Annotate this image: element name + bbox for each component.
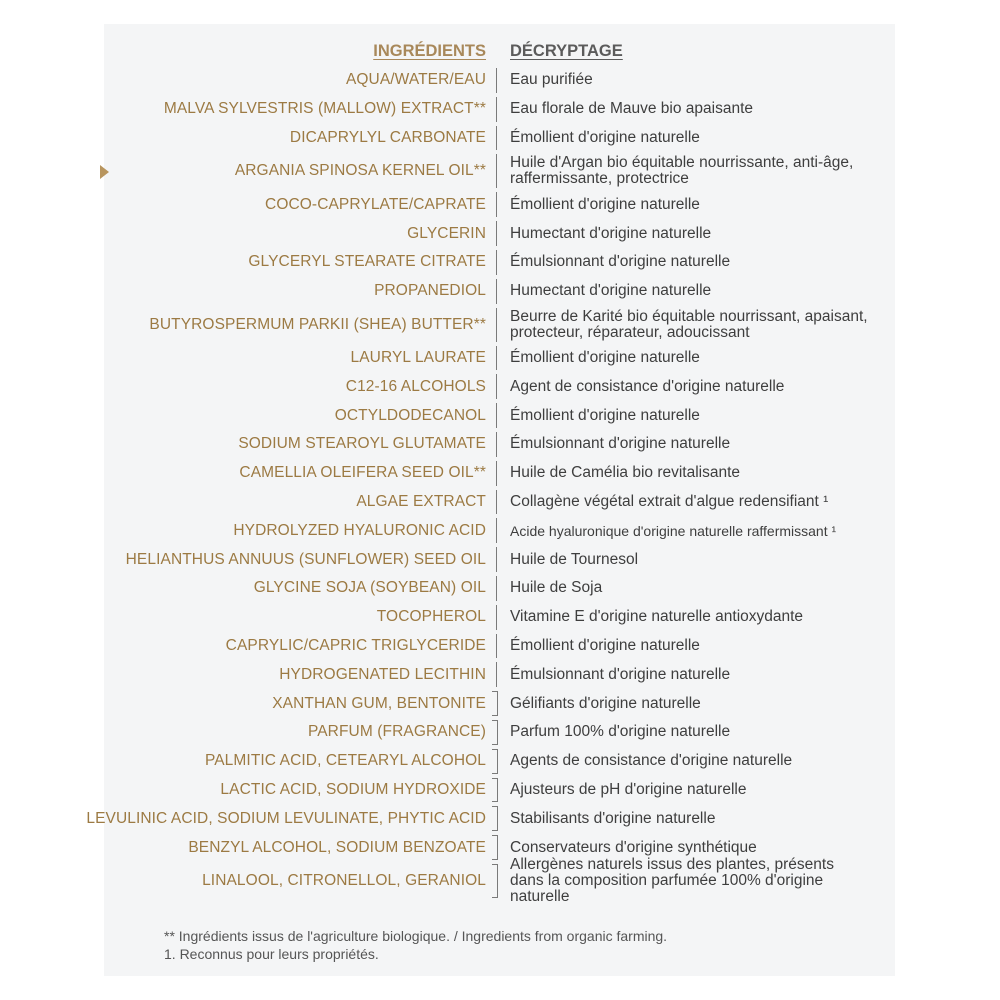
table-row xyxy=(0,718,1000,747)
table-row xyxy=(0,488,1000,517)
ingredient-description: Eau purifiée xyxy=(510,71,593,89)
decryptage-header: DÉCRYPTAGE xyxy=(510,42,623,60)
ingredient-description: Agents de consistance d'origine naturelle xyxy=(510,752,793,770)
ingredient-name: C12-16 ALCOHOLS xyxy=(345,377,486,395)
table-row xyxy=(0,632,1000,661)
footnotes xyxy=(164,927,667,963)
ingredient-description: Ajusteurs de pH d'origine naturelle xyxy=(510,780,747,798)
footnote-properties: 1. Reconnus pour leurs propriétés. xyxy=(164,946,379,962)
ingredient-description: Émulsionnant d'origine naturelle xyxy=(510,435,731,453)
ingredient-name: CAMELLIA OLEIFERA SEED OIL** xyxy=(239,464,486,482)
table-row xyxy=(0,95,1000,124)
column-separator xyxy=(496,461,497,486)
ingredient-description: Huile de Tournesol xyxy=(510,550,639,568)
table-row xyxy=(0,344,1000,373)
ingredient-name: SODIUM STEAROYL GLUTAMATE xyxy=(238,435,486,453)
ingredient-description: Émollient d'origine naturelle xyxy=(510,636,700,654)
ingredient-name: BUTYROSPERMUM PARKII (SHEA) BUTTER** xyxy=(149,315,486,333)
column-separator xyxy=(496,662,497,687)
ingredient-name: LAURYL LAURATE xyxy=(350,348,486,366)
ingredient-name: GLYCINE SOJA (SOYBEAN) OIL xyxy=(253,579,486,597)
ingredient-description: Agent de consistance d'origine naturelle xyxy=(510,377,785,395)
ingredient-name: GLYCERYL STEARATE CITRATE xyxy=(248,253,486,271)
table-row xyxy=(0,574,1000,603)
column-separator xyxy=(496,490,497,515)
ingredient-description: Émollient d'origine naturelle xyxy=(510,195,700,213)
ingredient-name: COCO-CAPRYLATE/CAPRATE xyxy=(265,195,486,213)
column-separator xyxy=(496,605,497,630)
ingredient-description: Vitamine E d'origine naturelle antioxydante xyxy=(510,608,804,626)
ingredient-name: LINALOOL, CITRONELLOL, GERANIOL xyxy=(202,872,486,889)
table-row xyxy=(0,124,1000,153)
ingredient-name: ARGANIA SPINOSA KERNEL OIL** xyxy=(234,162,486,180)
ingredient-description: Huile de Camélia bio revitalisante xyxy=(510,464,741,482)
ingredient-name: OCTYLDODECANOL xyxy=(334,406,486,424)
bracket-separator xyxy=(492,806,498,831)
ingredient-name: BENZYL ALCOHOL, SODIUM BENZOATE xyxy=(188,838,486,856)
ingredient-description: Humectant d'origine naturelle xyxy=(510,282,712,300)
ingredient-name: GLYCERIN xyxy=(407,224,486,242)
footnote-organic: ** Ingrédients issus de l'agriculture biologique. / Ingredients from organic farming. xyxy=(164,928,668,944)
table-row xyxy=(0,856,1000,905)
table-row xyxy=(0,747,1000,776)
table-row xyxy=(0,401,1000,430)
table-row xyxy=(0,776,1000,805)
ingredient-description: Émollient d'origine naturelle xyxy=(510,348,700,366)
ingredient-name: LACTIC ACID, SODIUM HYDROXIDE xyxy=(220,780,486,798)
ingredient-name: HYDROGENATED LECITHIN xyxy=(279,665,486,683)
ingredient-name: AQUA/WATER/EAU xyxy=(345,71,486,89)
column-separator xyxy=(496,154,497,188)
ingredient-description: Émulsionnant d'origine naturelle xyxy=(510,665,731,683)
column-separator xyxy=(496,547,497,572)
table-row xyxy=(0,689,1000,718)
ingredient-name: MALVA SYLVESTRIS (MALLOW) EXTRACT** xyxy=(163,100,486,118)
ingredient-description: Parfum 100% d'origine naturelle xyxy=(510,723,731,741)
table-row xyxy=(0,66,1000,95)
ingredient-name: PROPANEDIOL xyxy=(374,282,486,300)
column-separator xyxy=(496,346,497,371)
ingredient-description: Conservateurs d'origine synthétique xyxy=(510,838,757,856)
bracket-separator xyxy=(492,691,498,716)
ingredient-name: LEVULINIC ACID, SODIUM LEVULINATE, PHYTIC ACID xyxy=(86,809,486,827)
column-separator xyxy=(496,576,497,601)
ingredient-name: HELIANTHUS ANNUUS (SUNFLOWER) SEED OIL xyxy=(125,550,486,568)
ingredient-description: Émollient d'origine naturelle xyxy=(510,406,700,424)
ingredient-description: Collagène végétal extrait d'algue redensifiant ¹ xyxy=(510,492,829,510)
ingredient-description: Gélifiants d'origine naturelle xyxy=(510,694,701,712)
column-separator xyxy=(496,221,497,246)
column-separator xyxy=(496,279,497,304)
ingredient-description: Émulsionnant d'origine naturelle xyxy=(510,253,731,271)
ingredient-description: Humectant d'origine naturelle xyxy=(510,224,712,242)
table-row xyxy=(0,660,1000,689)
column-separator xyxy=(496,192,497,217)
bracket-separator xyxy=(492,778,498,803)
ingredient-name: PARFUM (FRAGRANCE) xyxy=(307,723,486,741)
column-separator xyxy=(496,97,497,122)
column-separator xyxy=(496,403,497,428)
ingredient-name: TOCOPHEROL xyxy=(376,608,486,626)
bracket-separator xyxy=(492,749,498,774)
ingredient-description: Allergènes naturels issus des plantes, présents dans la composition parfumée 100% d'origine naturelle xyxy=(510,856,834,905)
table-row xyxy=(0,545,1000,574)
ingredients-header: INGRÉDIENTS xyxy=(373,42,486,60)
ingredient-description: Émollient d'origine naturelle xyxy=(510,128,700,146)
ingredient-description: Stabilisants d'origine naturelle xyxy=(510,809,716,827)
ingredient-name: DICAPRYLYL CARBONATE xyxy=(289,128,486,146)
ingredient-name: CAPRYLIC/CAPRIC TRIGLYCERIDE xyxy=(225,636,486,654)
ingredient-name: PALMITIC ACID, CETEARYL ALCOHOL xyxy=(204,752,486,770)
ingredient-description: Huile d'Argan bio équitable nourrissante, anti-âge, raffermissante, protectrice xyxy=(510,154,854,188)
table-row xyxy=(0,248,1000,277)
bracket-separator xyxy=(492,864,498,898)
column-separator xyxy=(496,68,497,93)
table-row xyxy=(0,516,1000,545)
bracket-separator xyxy=(492,835,498,860)
table-row xyxy=(0,190,1000,219)
ingredient-name: ALGAE EXTRACT xyxy=(356,492,486,510)
ingredient-name: XANTHAN GUM, BENTONITE xyxy=(272,694,486,712)
ingredient-name: HYDROLYZED HYALURONIC ACID xyxy=(233,521,486,539)
ingredient-description: Huile de Soja xyxy=(510,579,603,597)
ingredient-description: Eau florale de Mauve bio apaisante xyxy=(510,100,753,118)
table-row xyxy=(0,306,1000,344)
table-row xyxy=(0,372,1000,401)
table-row xyxy=(0,430,1000,459)
table-row xyxy=(0,459,1000,488)
ingredient-description: Acide hyaluronique d'origine naturelle raffermissant ¹ xyxy=(510,522,837,539)
table-row xyxy=(0,603,1000,632)
ingredient-description: Beurre de Karité bio équitable nourrissant, apaisant, protecteur, réparateur, adoucissant xyxy=(510,307,868,341)
column-separator xyxy=(496,634,497,659)
table-row xyxy=(0,277,1000,306)
column-separator xyxy=(496,250,497,275)
column-separator xyxy=(496,374,497,399)
column-separator xyxy=(496,432,497,457)
column-separator xyxy=(496,126,497,151)
table-row xyxy=(0,219,1000,248)
table-row xyxy=(0,804,1000,833)
column-separator xyxy=(496,518,497,543)
column-separator xyxy=(496,308,497,342)
bracket-separator xyxy=(492,720,498,745)
table-row xyxy=(0,152,1000,190)
